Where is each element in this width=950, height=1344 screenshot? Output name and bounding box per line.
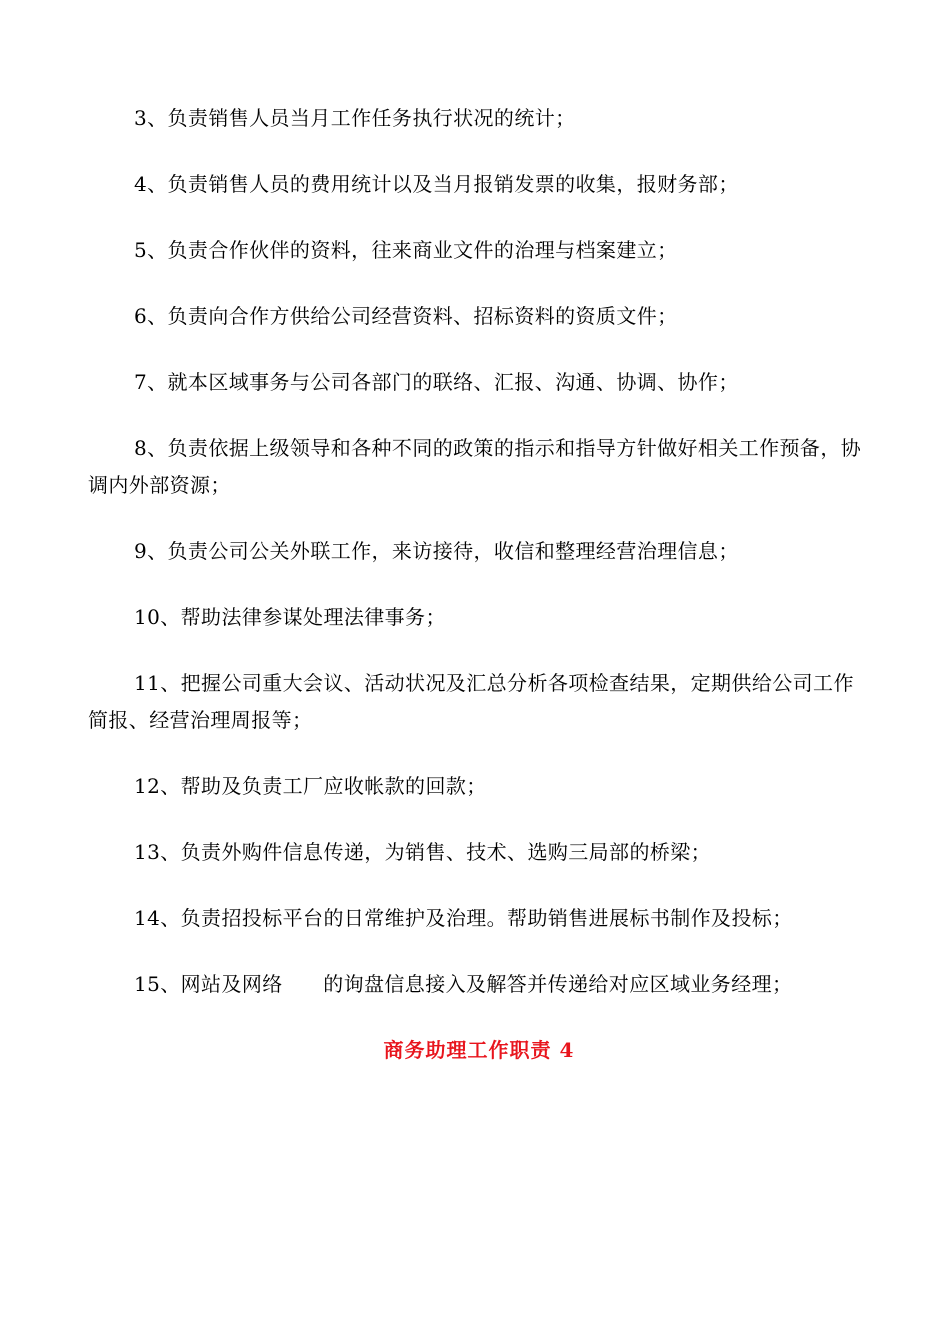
duty-item-15: 15、网站及网络 的询盘信息接入及解答并传递给对应区域业务经理； (134, 972, 793, 996)
duty-item-13: 13、负责外购件信息传递，为销售、技术、选购三局部的桥梁； (134, 840, 712, 864)
duty-item-9: 9、负责公司公关外联工作，来访接待，收信和整理经营治理信息； (134, 539, 739, 563)
duty-item-10: 10、帮助法律参谋处理法律事务； (134, 605, 446, 629)
duty-item-3: 3、负责销售人员当月工作任务执行状况的统计； (134, 106, 576, 130)
duty-item-5: 5、负责合作伙伴的资料，往来商业文件的治理与档案建立； (134, 238, 678, 262)
document-body (88, 100, 870, 1069)
duty-item-14: 14、负责招投标平台的日常维护及治理。帮助销售进展标书制作及投标； (134, 906, 793, 930)
duty-item-12: 12、帮助及负责工厂应收帐款的回款； (134, 774, 487, 798)
duty-item-8: 8、负责依据上级领导和各种不同的政策的指示和指导方针做好相关工作预备，协调内外部资源； (88, 436, 862, 497)
duty-item-6: 6、负责向合作方供给公司经营资料、招标资料的资质文件； (134, 304, 678, 328)
duty-item-7: 7、就本区域事务与公司各部门的联络、汇报、沟通、协调、协作； (134, 370, 739, 394)
duty-item-11: 11、把握公司重大会议、活动状况及汇总分析各项检查结果，定期供给公司工作简报、经营治理周报等； (88, 671, 854, 732)
duty-item-4: 4、负责销售人员的费用统计以及当月报销发票的收集，报财务部； (134, 172, 739, 196)
section-title: 商务助理工作职责 4 (383, 1038, 575, 1062)
